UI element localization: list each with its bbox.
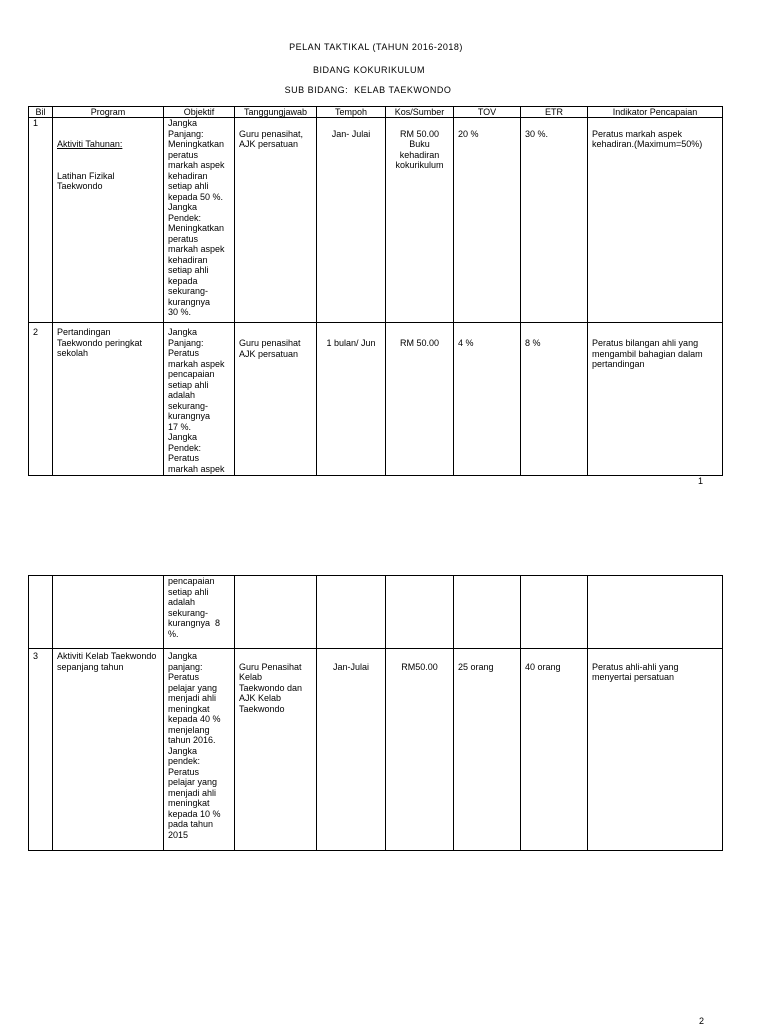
row-2-continued-tov-cell [454, 576, 521, 649]
row-1-indikator-cell: Peratus markah aspek kehadiran.(Maximum=50%) [588, 118, 723, 323]
row-2-indikator-cell: Peratus bilangan ahli yang mengambil bahagian dalam pertandingan [588, 323, 723, 476]
row-1-program-cell [53, 118, 164, 323]
row-3-tanggungjawab-cell: Guru Penasihat Kelab Taekwondo dan AJK Kelab Taekwondo [235, 649, 317, 851]
column-header-program: Program [53, 107, 164, 118]
row-3-objektif-cell: Jangka panjang: Peratus pelajar yang menjadi ahli meningkat kepada 40 % menjelang tahun 2016. Jangka pendek: Peratus pelajar yang menjadi ahli meningkat kepada 10 % pada tahun 2015 [164, 649, 235, 851]
row-3-tov-cell: 25 orang [454, 649, 521, 851]
row-2-continued-kos-sumber-cell [386, 576, 454, 649]
row-1-tanggungjawab-cell: Guru penasihat, AJK persatuan [235, 118, 317, 323]
plan-table-page-1 [28, 106, 723, 476]
row-2-program-cell: Pertandingan Taekwondo peringkat sekolah [53, 323, 164, 476]
column-header-indikator: Indikator Pencapaian [588, 107, 723, 118]
page-number: 2 [699, 1016, 705, 1024]
row-1-etr-cell: 30 %. [521, 118, 588, 323]
column-header-objektif: Objektif [164, 107, 235, 118]
row-3-program-cell: Aktiviti Kelab Taekwondo sepanjang tahun [53, 649, 164, 851]
field-heading: BIDANG KOKURIKULUM [312, 65, 426, 75]
column-header-kos-sumber: Kos/Sumber [386, 107, 454, 118]
row-2-continued-tempoh-cell [317, 576, 386, 649]
row-2-continued-etr-cell [521, 576, 588, 649]
column-header-tanggungjawab: Tanggungjawab [235, 107, 317, 118]
subfield-heading: SUB BIDANG: KELAB TAEKWONDO [284, 85, 452, 95]
row-2-tempoh-cell: 1 bulan/ Jun [317, 323, 386, 476]
document-title: PELAN TAKTIKAL (TAHUN 2016-2018) [289, 42, 463, 52]
row-2-continued-objektif-cell: pencapaian setiap ahli adalah sekurang- kurangnya 8 %. [164, 576, 235, 649]
row-3-bil-cell: 3 [29, 649, 53, 851]
row-1-tempoh-cell: Jan- Julai [317, 118, 386, 323]
row-3-tempoh-cell: Jan-Julai [317, 649, 386, 851]
row-1-bil-cell: 1 [29, 118, 53, 323]
plan-table-page-2 [28, 575, 723, 851]
row-3-kos-sumber-cell: RM50.00 [386, 649, 454, 851]
column-header-tov: TOV [454, 107, 521, 118]
row-2-continued-bil-cell [29, 576, 53, 649]
row-2-bil-cell: 2 [29, 323, 53, 476]
row-2-continued-tanggungjawab-cell [235, 576, 317, 649]
column-header-tempoh: Tempoh [317, 107, 386, 118]
row-1-objektif-cell: Jangka Panjang: Meningkatkan peratus markah aspek kehadiran setiap ahli kepada 50 %. Jangka Pendek: Meningkatkan peratus markah aspek kehadiran setiap ahli kepada sekurang- kurangnya 30 %. [164, 118, 235, 323]
row-1-tov-cell: 20 % [454, 118, 521, 323]
row-2-continued-program-cell [53, 576, 164, 649]
row-2-tanggungjawab-cell: Guru penasihat AJK persatuan [235, 323, 317, 476]
row-2-etr-cell: 8 % [521, 323, 588, 476]
row-2-tov-cell: 4 % [454, 323, 521, 476]
row-2-kos-sumber-cell: RM 50.00 [386, 323, 454, 476]
page-number: 1 [698, 476, 704, 486]
row-2-objektif-cell: Jangka Panjang: Peratus markah aspek pencapaian setiap ahli adalah sekurang- kurangnya 17 %. Jangka Pendek: Peratus markah aspek [164, 323, 235, 476]
column-header-etr: ETR [521, 107, 588, 118]
row-3-indikator-cell: Peratus ahli-ahli yang menyertai persatuan [588, 649, 723, 851]
row-3-etr-cell: 40 orang [521, 649, 588, 851]
row-1-kos-sumber-cell: RM 50.00 Buku kehadiran kokurikulum [386, 118, 454, 323]
row-1-program-text: Latihan Fizikal Taekwondo [57, 170, 115, 191]
row-2-continued-indikator-cell [588, 576, 723, 649]
column-header-bil: Bil [29, 107, 53, 118]
row-1-program-heading: Aktiviti Tahunan: [57, 139, 123, 149]
